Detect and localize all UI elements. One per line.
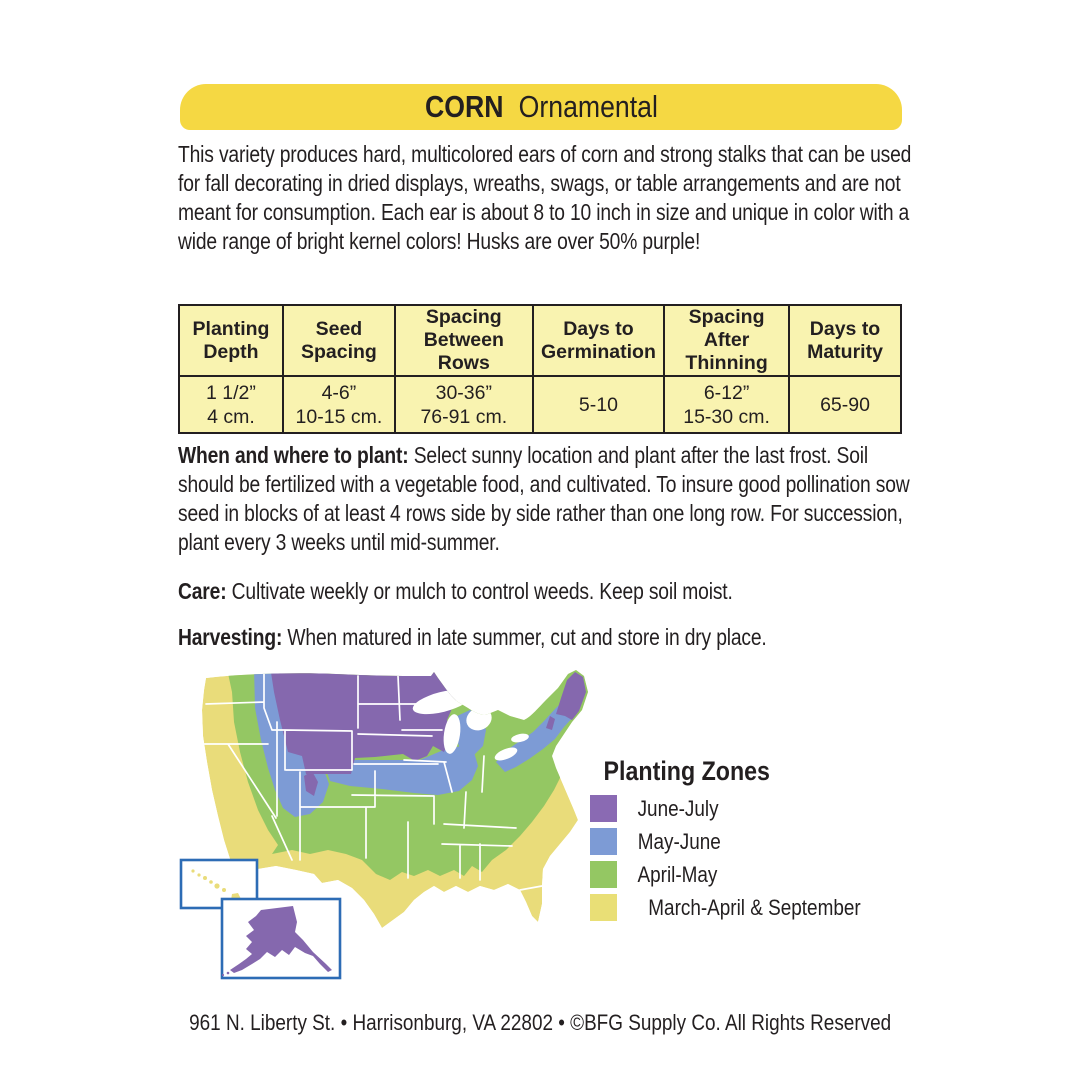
description-paragraph: This variety produces hard, multicolored ears of corn and strong stalks that can be used for fall decorating in dried displays, wreaths, swags, or table arrangements and are not meant for consumption. Each ear is about 8 to 10 inch in size and unique in color with a wide range of bright kernel colors! Husks are over 50% purple! — [178, 141, 912, 254]
value-days-to-germination: 5-10 — [533, 376, 664, 433]
section-label: When and where to plant: — [178, 442, 409, 468]
legend-swatch-purple — [590, 795, 617, 822]
harvesting-section — [178, 623, 920, 652]
legend-swatch-blue — [590, 828, 617, 855]
value-planting-depth: 1 1/2” 4 cm. — [179, 376, 283, 433]
header-spacing-after-thinning: Spacing After Thinning — [664, 305, 789, 376]
legend-item-june-july — [590, 795, 878, 822]
header-spacing-between-rows: Spacing Between Rows — [395, 305, 533, 376]
aleutian-island — [222, 974, 224, 976]
legend-label: June-July — [637, 795, 719, 821]
section-text: Cultivate weekly or mulch to control weeds. Keep soil moist. — [226, 578, 733, 604]
header-planting-depth: Planting Depth — [179, 305, 283, 376]
legend-swatch-yellow — [590, 894, 617, 921]
section-text: When matured in late summer, cut and store in dry place. — [282, 624, 767, 650]
legend-label: March-April & September — [648, 894, 861, 920]
title-banner — [180, 84, 902, 130]
footer-address: 961 N. Liberty St. • Harrisonburg, VA 22802 • ©BFG Supply Co. All Rights Reserved — [188, 1010, 891, 1035]
header-seed-spacing: Seed Spacing — [283, 305, 395, 376]
legend-item-may-june — [590, 828, 878, 855]
section-label: Harvesting: — [178, 624, 283, 650]
legend-swatch-green — [590, 861, 617, 888]
table-value-row — [179, 376, 901, 433]
legend-title: Planting Zones — [603, 756, 770, 786]
value-days-to-maturity: 65-90 — [789, 376, 901, 433]
value-spacing-between-rows: 30-36” 76-91 cm. — [395, 376, 533, 433]
care-section — [178, 577, 920, 606]
section-label: Care: — [178, 578, 227, 604]
variety-name: CORN — [424, 89, 504, 124]
legend-label: May-June — [637, 828, 721, 854]
table-header-row — [179, 305, 901, 376]
header-days-to-germination: Days to Germination — [533, 305, 664, 376]
planting-zones-legend — [590, 756, 878, 927]
when-where-to-plant-section — [178, 441, 920, 557]
us-map-zones — [202, 664, 591, 928]
planting-zones-map — [176, 664, 606, 994]
section-text: Select sunny location and plant after the last frost. Soil should be fertilized with a vegetable food, and cultivated. To insure good pollination sow seed in blocks of at least 4 rows side by side rather than one long row. For succession, plant every 3 weeks until mid-summer. — [178, 442, 910, 555]
planting-info-table — [178, 304, 902, 434]
value-spacing-after-thinning: 6-12” 15-30 cm. — [664, 376, 789, 433]
alaska-inset — [222, 899, 340, 978]
legend-item-april-may — [590, 861, 878, 888]
legend-label: April-May — [637, 861, 718, 887]
legend-item-march-april-september — [590, 894, 878, 921]
value-seed-spacing: 4-6” 10-15 cm. — [283, 376, 395, 433]
header-days-to-maturity: Days to Maturity — [789, 305, 901, 376]
aleutian-island — [227, 972, 230, 975]
variety-subtitle: Ornamental — [518, 89, 658, 124]
